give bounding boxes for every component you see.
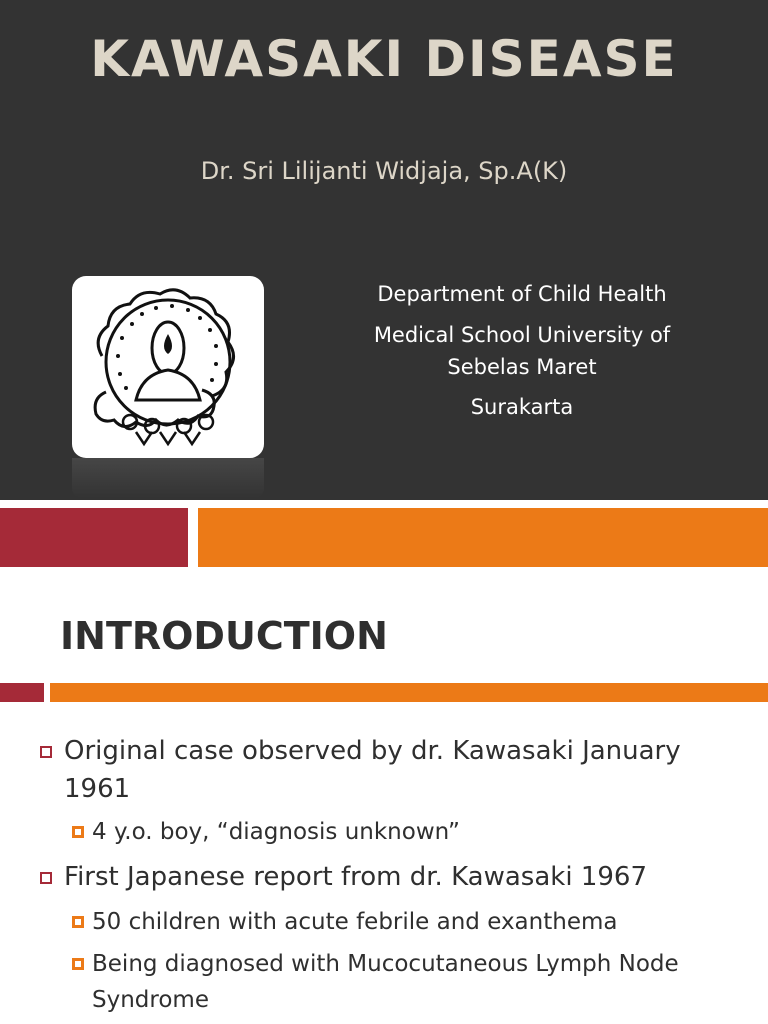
department-line: Surakarta <box>470 395 574 419</box>
slide-title: INTRODUCTION <box>60 614 388 658</box>
square-bullet-icon <box>40 746 52 758</box>
title-slide <box>0 0 768 500</box>
accent-bar-orange <box>50 683 768 702</box>
department-block <box>340 276 704 426</box>
bullet-level-2 <box>72 946 722 1018</box>
university-logo <box>72 276 264 458</box>
bullet-text: Being diagnosed with Mucocutaneous Lymph Node Syndrome <box>92 951 679 1013</box>
bullet-text: 50 children with acute febrile and exanthema <box>92 909 618 935</box>
orange-square-bullet-icon <box>72 826 84 838</box>
department-line: Sebelas Maret <box>447 355 597 379</box>
department-line: Medical School University of <box>373 323 671 347</box>
square-bullet-icon <box>40 872 52 884</box>
university-seal-icon <box>72 276 264 458</box>
slide-separator <box>0 500 768 508</box>
logo-reflection <box>72 458 264 498</box>
accent-bar-red <box>0 683 44 702</box>
bullet-level-2 <box>72 904 722 940</box>
department-line: Department of Child Health <box>377 282 667 306</box>
bullet-text: Original case observed by dr. Kawasaki January 1961 <box>64 736 681 804</box>
accent-bar-red <box>0 508 188 567</box>
bullet-text: 4 y.o. boy, “diagnosis unknown” <box>92 819 460 845</box>
bullet-text: First Japanese report from dr. Kawasaki 1967 <box>64 862 647 892</box>
bullet-level-2 <box>72 814 722 850</box>
accent-bar-orange <box>198 508 768 567</box>
bullet-level-1 <box>40 732 730 808</box>
orange-square-bullet-icon <box>72 916 84 928</box>
author-name: Dr. Sri Lilijanti Widjaja, Sp.A(K) <box>200 157 568 185</box>
slide-title: KAWASAKI DISEASE <box>90 30 678 88</box>
orange-square-bullet-icon <box>72 958 84 970</box>
bullet-level-1 <box>40 858 730 896</box>
